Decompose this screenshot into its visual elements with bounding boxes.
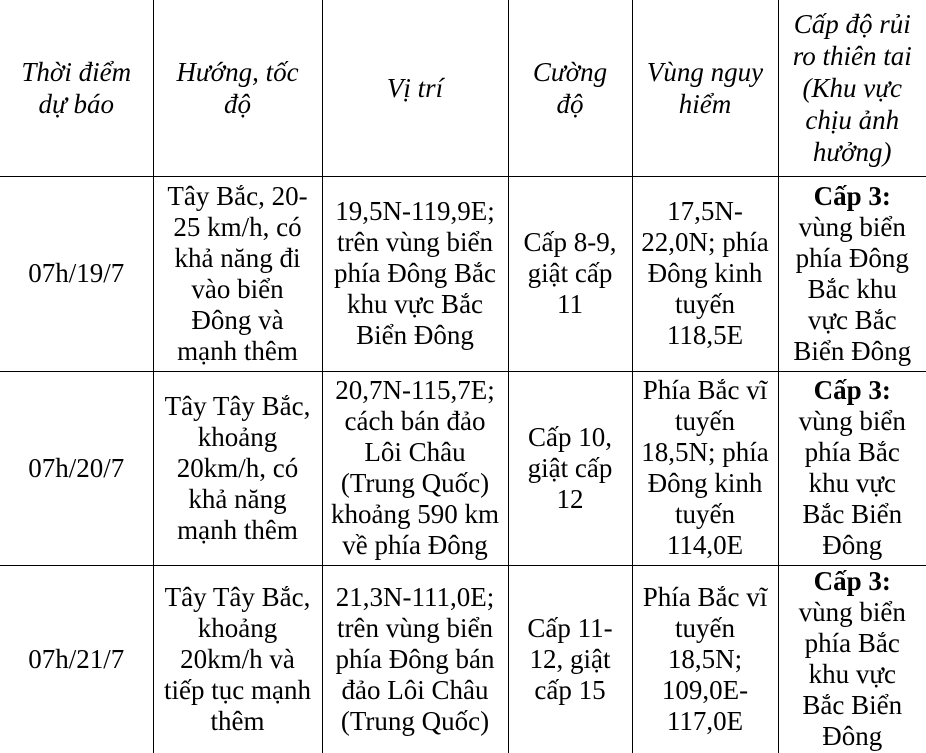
cell-danger-zone: 17,5N-22,0N; phía Đông kinh tuyến 118,5E [632, 176, 778, 371]
cell-direction-speed: Tây Bắc, 20-25 km/h, có khả năng đi vào biển Đông và mạnh thêm [153, 176, 322, 371]
column-header-danger-zone: Vùng nguy hiểm [632, 0, 778, 176]
risk-level-label: Cấp 3: [813, 375, 891, 405]
cell-intensity: Cấp 10, giật cấp 12 [508, 371, 632, 565]
cell-direction-speed: Tây Tây Bắc, khoảng 20km/h, có khả năng mạnh thêm [153, 371, 322, 565]
risk-area-text: vùng biển phía Bắc khu vực Bắc Biển Đông [798, 406, 906, 560]
cell-position: 20,7N-115,7E; cách bán đảo Lôi Châu (Trung Quốc) khoảng 590 km về phía Đông [322, 371, 508, 565]
cell-danger-zone: Phía Bắc vĩ tuyến 18,5N; phía Đông kinh tuyến 114,0E [632, 371, 778, 565]
cell-forecast-time: 07h/20/7 [0, 371, 153, 565]
risk-level-label: Cấp 3: [813, 180, 891, 211]
column-header-position: Vị trí [322, 0, 508, 176]
risk-area-text: vùng biển phía Bắc khu vực Bắc Biển Đông [798, 597, 906, 752]
cell-intensity: Cấp 8-9, giật cấp 11 [508, 176, 632, 371]
cell-forecast-time: 07h/21/7 [0, 565, 153, 753]
header-row [0, 0, 926, 176]
risk-area-text: vùng biển phía Đông Bắc khu vực Bắc Biển Đông [793, 211, 912, 366]
risk-level-label: Cấp 3: [813, 566, 891, 597]
cell-position: 19,5N-119,9E; trên vùng biển phía Đông Bắc khu vực Bắc Biển Đông [322, 176, 508, 371]
cell-position: 21,3N-111,0E; trên vùng biển phía Đông bán đảo Lôi Châu (Trung Quốc) [322, 565, 508, 753]
cell-intensity: Cấp 11-12, giật cấp 15 [508, 565, 632, 753]
column-header-risk-level: Cấp độ rủi ro thiên tai (Khu vực chịu ảnh hưởng) [778, 0, 926, 176]
cell-risk [778, 565, 926, 753]
column-header-intensity: Cường độ [508, 0, 632, 176]
cell-forecast-time: 07h/19/7 [0, 176, 153, 371]
table-row [0, 371, 926, 565]
column-header-direction-speed: Hướng, tốc độ [153, 0, 322, 176]
cell-risk [778, 371, 926, 565]
column-header-forecast-time: Thời điểm dự báo [0, 0, 153, 176]
cell-danger-zone: Phía Bắc vĩ tuyến 18,5N; 109,0E-117,0E [632, 565, 778, 753]
table-row [0, 176, 926, 371]
table-row [0, 565, 926, 753]
cell-direction-speed: Tây Tây Bắc, khoảng 20km/h và tiếp tục mạnh thêm [153, 565, 322, 753]
cell-risk [778, 176, 926, 371]
